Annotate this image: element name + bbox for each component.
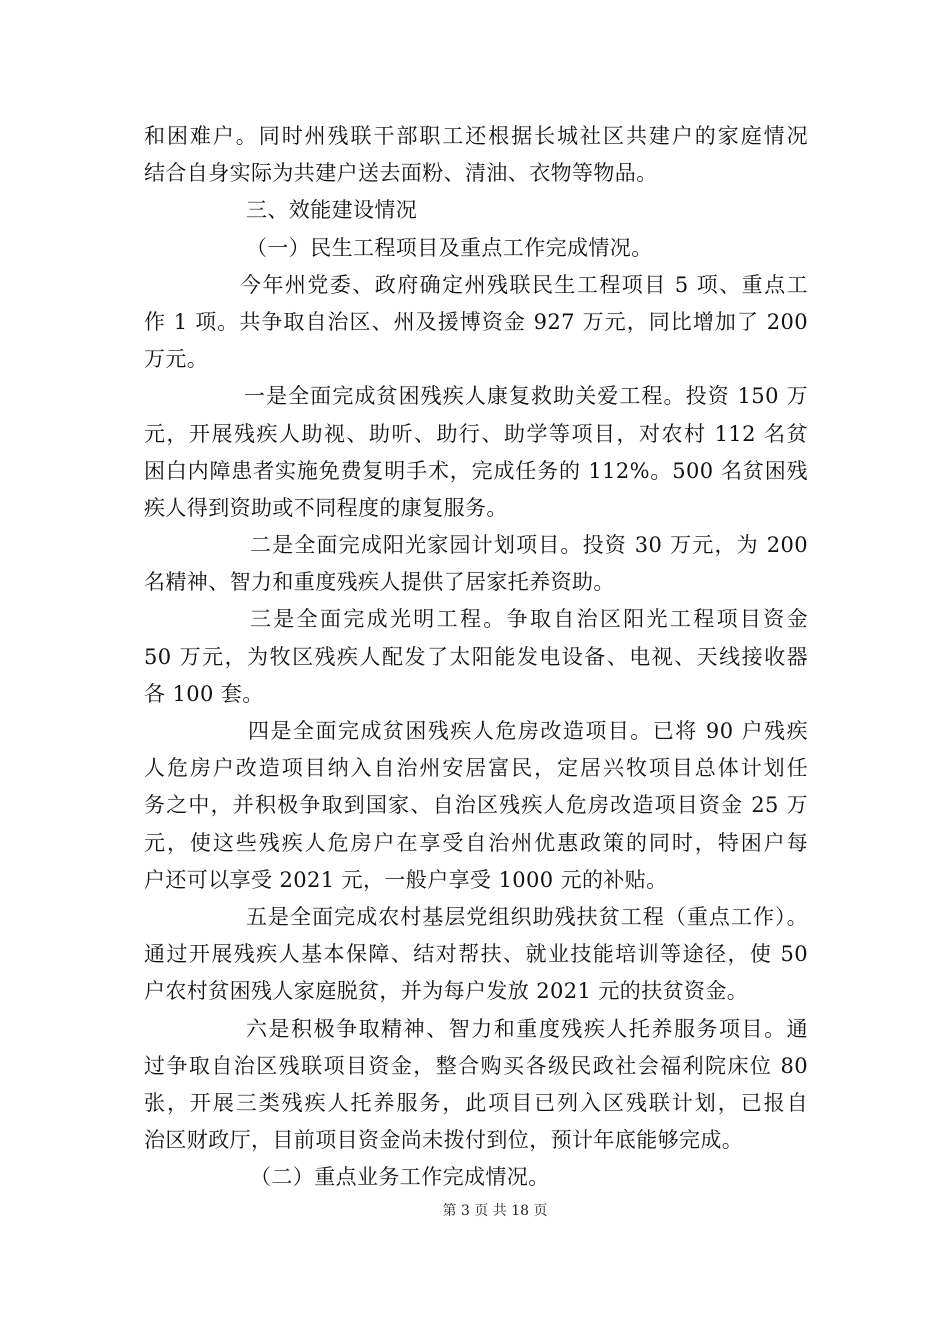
text-line-7: 万元。 (144, 347, 209, 372)
text-line-12: 二是全面完成阳光家园计划项目。投资 30 万元，为 200 (250, 533, 808, 558)
text-line-27: 张，开展三类残疾人托养服务，此项目已列入区残联计划，已报自 (144, 1090, 808, 1115)
text-line-16: 各 100 套。 (144, 681, 264, 706)
text-line-1: 和困难户。同时州残联干部职工还根据长城社区共建户的家庭情况 (144, 124, 808, 148)
text-line-21: 户还可以享受 2021 元，一般户享受 1000 元的补贴。 (144, 867, 668, 892)
text-line-24: 户农村贫困残人家庭脱贫，并为每户发放 2021 元的扶贫资金。 (144, 979, 749, 1004)
text-line-22: 五是全面完成农村基层党组织助残扶贫工程（重点工作）。 (246, 904, 808, 929)
text-line-20: 元，使这些残疾人危房户在享受自治州优惠政策的同时，特困户每 (144, 830, 808, 855)
text-line-25: 六是积极争取精神、智力和重度残疾人托养服务项目。通 (246, 1016, 808, 1041)
text-line-23: 通过开展残疾人基本保障、结对帮扶、就业技能培训等途径，使 50 (144, 942, 808, 967)
text-line-11: 疾人得到资助或不同程度的康复服务。 (144, 495, 508, 520)
text-line-6: 作 1 项。共争取自治区、州及援博资金 927 万元，同比增加了 200 (144, 309, 808, 334)
text-line-19: 务之中，并积极争取到国家、自治区残疾人危房改造项目资金 25 万 (144, 793, 808, 818)
text-line-26: 过争取自治区残联项目资金，整合购买各级民政社会福利院床位 80 (144, 1053, 808, 1078)
text-line-5: 今年州党委、政府确定州残联民生工程项目 5 项、重点工 (240, 272, 808, 297)
page-number: 第 3 页 共 18 页 (442, 1203, 548, 1219)
text-line-9: 元，开展残疾人助视、助听、助行、助学等项目，对农村 112 名贫 (144, 421, 808, 446)
subsection-heading-2: （二）重点业务工作完成情况。 (250, 1165, 550, 1190)
document-body (144, 118, 808, 1196)
subsection-heading-1: （一）民生工程项目及重点工作完成情况。 (246, 235, 653, 260)
text-line-2: 结合自身实际为共建户送去面粉、清油、衣物等物品。 (144, 161, 658, 186)
text-line-15: 50 万元，为牧区残疾人配发了太阳能发电设备、电视、天线接收器 (144, 644, 808, 669)
text-line-18: 人危房户改造项目纳入自治州安居富民，定居兴牧项目总体计划任 (144, 756, 808, 781)
text-line-8: 一是全面完成贫困残疾人康复救助关爱工程。投资 150 万 (244, 384, 808, 409)
text-line-28: 治区财政厅，目前项目资金尚未拨付到位，预计年底能够完成。 (144, 1128, 744, 1153)
page-footer (0, 1200, 950, 1220)
text-line-17: 四是全面完成贫困残疾人危房改造项目。已将 90 户残疾 (248, 719, 808, 743)
text-line-10: 困白内障患者实施免费复明手术，完成任务的 112%。500 名贫困残 (144, 458, 808, 483)
text-line-14: 三是全面完成光明工程。争取自治区阳光工程项目资金 (250, 607, 808, 632)
section-heading-efficiency: 三、效能建设情况 (246, 198, 418, 223)
text-line-13: 名精神、智力和重度残疾人提供了居家托养资助。 (144, 570, 615, 595)
